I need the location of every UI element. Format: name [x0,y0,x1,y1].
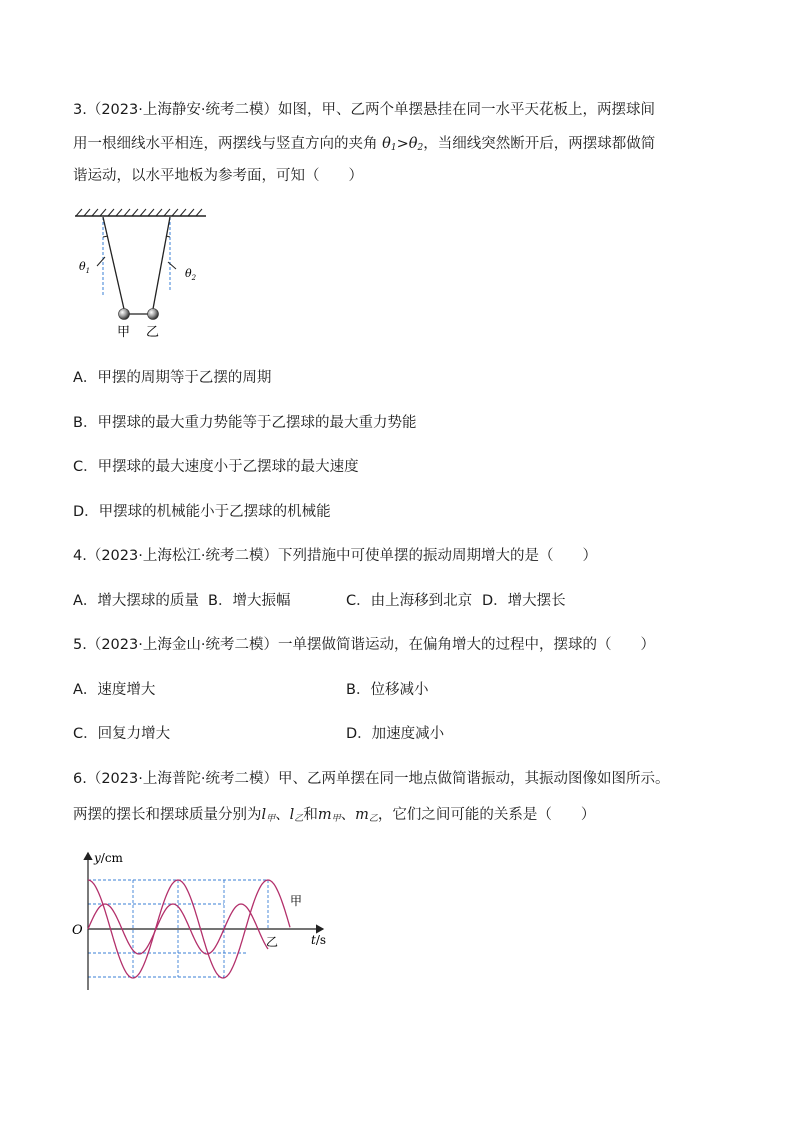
q3-stem-line1: 3.（2023·上海静安·统考二模）如图，甲、乙两个单摆悬挂在同一水平天花板上，两摆球间 [73,102,655,118]
theta-2-symbol: $\theta_2$ [408,136,424,153]
q3-stem-line2-text: 用一根细线水平相连，两摆线与竖直方向的夹角 [73,136,378,152]
q5-option-d[interactable]: D．加速度减小 [346,726,445,742]
m-yi-symbol: $m_乙$ [355,807,378,824]
label-jia: 甲 [117,325,131,340]
pendulum-string-yi [153,217,170,309]
q3-option-a[interactable]: A．甲摆的周期等于乙摆的周期 [73,370,272,386]
q4-option-c[interactable]: C．由上海移到北京 [346,593,473,609]
pendulum-string-jia [103,217,124,309]
origin-label: O [72,923,83,938]
ceiling [75,209,206,216]
angle-leader-2 [168,262,176,269]
q5-option-a[interactable]: A．速度增大 [73,682,156,698]
q4-stem: 4.（2023·上海松江·统考二模）下列措施中可使单摆的振动周期增大的是（ ） [73,548,597,564]
label-yi: 乙 [146,325,160,340]
theta-1-label: $\theta_1$ [79,260,91,275]
q4-option-b[interactable]: B．增大振幅 [208,593,291,609]
x-axis-label: t/s [311,933,327,947]
q4-option-a[interactable]: A．增大摆球的质量 [73,593,199,609]
angle-leader-1 [97,257,105,266]
q5-stem: 5.（2023·上海金山·统考二模）一单摆做简谐运动，在偏角增大的过程中，摆球的（ ） [73,637,655,653]
curve-label-jia: 甲 [290,894,303,908]
pendulum-figure [73,205,213,340]
l-jia-symbol: $l_甲$ [261,807,276,824]
y-axis-label: y/cm [94,851,123,865]
q3-option-d[interactable]: D．甲摆球的机械能小于乙摆球的机械能 [73,504,331,520]
curve-label-yi: 乙 [266,935,279,949]
q3-option-b[interactable]: B．甲摆球的最大重力势能等于乙摆球的最大重力势能 [73,415,417,431]
q3-option-c[interactable]: C．甲摆球的最大速度小于乙摆球的最大速度 [73,459,359,475]
q3-stem-line3: 谐运动，以水平地板为参考面，可知（ ） [73,168,363,184]
greater-than-sign: > [396,136,409,152]
q6-stem-line2-text: 两摆的摆长和摆球质量分别为 [73,807,262,823]
q6-stem-line1: 6.（2023·上海普陀·统考二模）甲、乙两单摆在同一地点做简谐振动，其振动图像如图所示。 [73,771,670,787]
l-yi-symbol: $l_乙$ [289,807,304,824]
q3-stem-line2 [73,134,655,158]
theta-2-label: $\theta_2$ [185,267,197,282]
vibration-graph [68,845,338,995]
m-jia-symbol: $m_甲$ [317,807,341,824]
ball-jia [119,309,130,320]
q6-stem-line2-text-end: ，它们之间可能的关系是（ ） [377,807,596,823]
q5-option-c[interactable]: C．回复力增大 [73,726,171,742]
q4-option-d[interactable]: D．增大摆长 [482,593,566,609]
theta-1-symbol: $\theta_1$ [382,136,397,153]
q5-option-b[interactable]: B．位移减小 [346,682,429,698]
q6-stem-line2: 两摆的摆长和摆球质量分别为$l_甲$、$l_乙$和$m_甲$、$m_乙$，它们之间可能的关系是（ ） [73,807,596,824]
q3-stem-line2-text-end: ，当细线突然断开后，两摆球都做简 [423,136,656,152]
ball-yi [148,309,159,320]
